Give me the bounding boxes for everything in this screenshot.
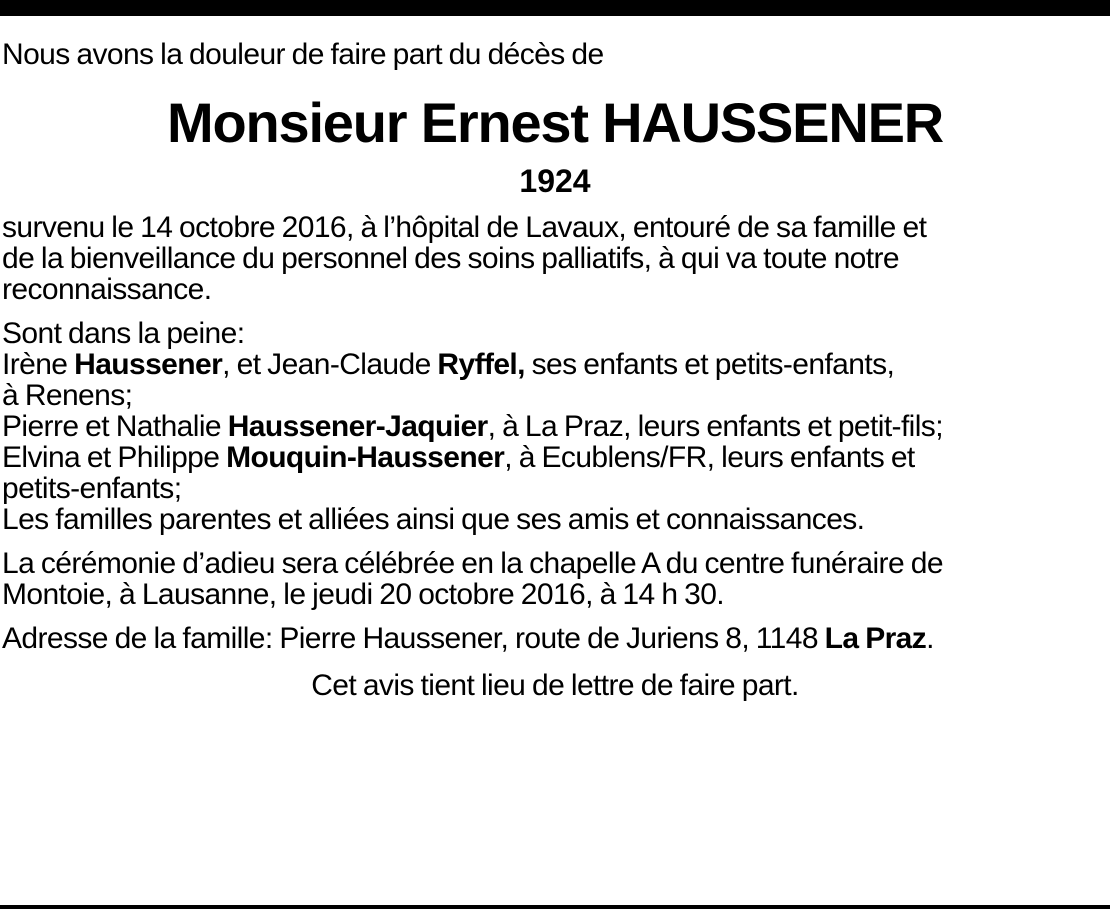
mourner-text: , et Jean-Claude	[222, 348, 438, 381]
mourner-surname: Mouquin-Haussener	[226, 441, 505, 474]
mourner-text: Elvina et Philippe	[2, 441, 227, 474]
mourner-text: ses enfants et petits-enfants,	[524, 348, 895, 381]
ceremony-line-2: Montoie, à Lausanne, le jeudi 20 octobre 2016, à 14 h 30.	[2, 578, 725, 611]
mourner-entry	[2, 442, 1108, 473]
address-text: Adresse de la famille: Pierre Haussener, route de Juriens 8, 1148	[2, 622, 825, 655]
mourners-heading: Sont dans la peine:	[2, 317, 245, 350]
mourner-entry-continued: à Renens;	[2, 379, 133, 412]
ceremony-paragraph	[2, 548, 1108, 610]
mourner-surname: Ryffel,	[437, 348, 525, 381]
mourner-text: , à La Praz, leurs enfants et petit-fils;	[487, 410, 943, 443]
mourners-section	[2, 318, 1108, 535]
mourner-text: , à Ecublens/FR, leurs enfants et	[504, 441, 915, 474]
mourner-text: Irène	[2, 348, 75, 381]
ceremony-line-1: La cérémonie d’adieu sera célébrée en la chapelle A du centre funéraire de	[2, 547, 943, 580]
intro-line: Nous avons la douleur de faire part du décès de	[2, 38, 604, 71]
announcement-line-2: de la bienveillance du personnel des soins palliatifs, à qui va toute notre	[2, 242, 899, 275]
mourner-surname: Haussener	[74, 348, 223, 381]
mourner-entry	[2, 411, 1108, 442]
mourner-entry-continued: petits-enfants;	[2, 472, 182, 505]
mourner-text: Pierre et Nathalie	[2, 410, 228, 443]
announcement-paragraph	[2, 212, 1108, 305]
announcement-line-1: survenu le 14 octobre 2016, à l’hôpital de Lavaux, entouré de sa famille et	[2, 211, 927, 244]
mourner-entry: Les familles parentes et alliées ainsi que ses amis et connaissances.	[2, 503, 865, 536]
announcement-line-3: reconnaissance.	[2, 273, 212, 306]
address-text: .	[926, 622, 934, 655]
obituary-notice	[2, 40, 1108, 701]
mourner-entry	[2, 349, 1108, 380]
top-border	[0, 0, 1110, 16]
deceased-name: Monsieur Ernest HAUSSENER	[167, 91, 943, 154]
bottom-border	[0, 905, 1110, 909]
mourner-surname: Haussener-Jaquier	[227, 410, 488, 443]
address-locality: La Praz	[824, 622, 927, 655]
closing-line: Cet avis tient lieu de lettre de faire part.	[311, 669, 799, 702]
family-address	[2, 623, 1108, 654]
birth-year: 1924	[519, 163, 591, 199]
